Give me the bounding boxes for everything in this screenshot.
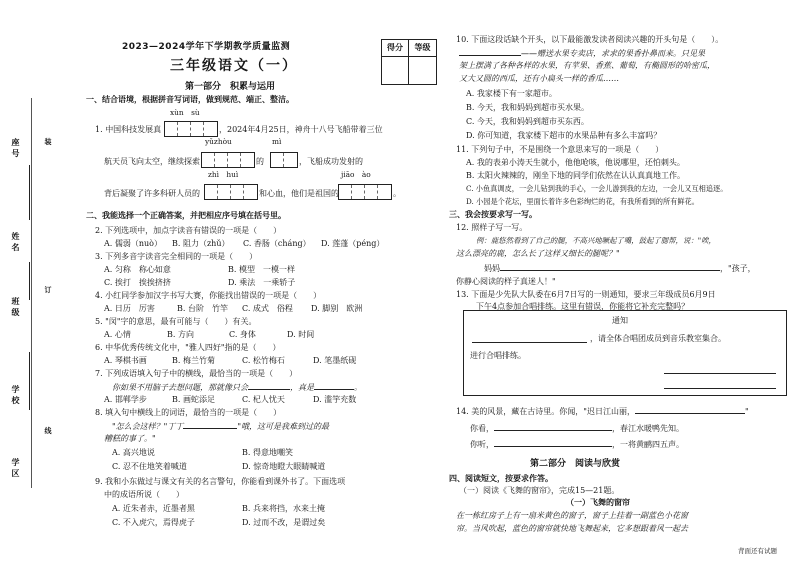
q11-option-c[interactable]: C. 小鱼真调皮，一会儿钻到我的手心，一会儿游到我的左边，一会儿又互相追逐。 <box>466 184 728 193</box>
passage-line-1: 在一栋红房子上有一扇米黄色的窗子，窗子上挂着一副蓝色小花窗 <box>456 511 688 520</box>
section4-subtitle: （一）阅读《飞舞的窗帘》，完成15—21题。 <box>459 486 620 495</box>
q8-option-c[interactable]: C. 忍不住地笑着喊道 <box>112 462 187 471</box>
q11-option-d[interactable]: D. 小园是个花坛，里面长着许多色彩绚烂的花，有我所看到的所有鲜花。 <box>466 197 699 206</box>
q3-option-d[interactable]: D. 乘法 一乘轿子 <box>228 278 296 287</box>
answer-grid-zhihui[interactable] <box>204 184 258 200</box>
q12-answer-end: 你静心阅读的样子真迷人！" <box>456 277 556 286</box>
q2-option-a[interactable]: A. 儒弱（nuò） <box>104 239 162 248</box>
q12-stem: 12. 照样子写一写。 <box>456 223 528 232</box>
section2-title: 二、我能选择一个正确答案，并把相应序号填在括号里。 <box>86 211 286 220</box>
name-underline <box>29 165 30 220</box>
q13-stem: 13. 下面是少先队大队委在6月7日写的一则通知，要求三年级成员6月9日 <box>456 290 716 299</box>
q1-text-b: ，2024年4月25日，神舟十八号飞船带着三位 <box>219 125 383 134</box>
part2-title: 第二部分 阅读与欣赏 <box>530 459 621 469</box>
q14-line3: 你听， ，一将黄鹂四五声。 <box>470 440 684 449</box>
q6-option-a[interactable]: A. 琴棋书画 <box>104 356 147 365</box>
grade-label: 等级 <box>409 40 436 57</box>
notice-blank-3[interactable] <box>664 388 776 389</box>
q10-body-line3: 又大又圆的西瓜，还有小扁头一样的香瓜…… <box>459 74 619 83</box>
q4-option-c[interactable]: C. 成式 俗程 <box>242 304 293 313</box>
q9-option-a[interactable]: A. 近朱者赤，近墨者黑 <box>112 504 195 513</box>
q5-option-a[interactable]: A. 心情 <box>104 330 131 339</box>
score-box <box>381 39 437 85</box>
q1-line3-c: 。 <box>393 189 401 198</box>
notice-box <box>463 310 787 396</box>
q8-sentence: "怎么会这样？"丁丁 "哦，这可是我难到过的最 <box>112 422 330 431</box>
q7-option-a[interactable]: A. 邯郸学步 <box>104 395 147 404</box>
answer-grid-mi[interactable] <box>270 152 298 168</box>
q5-option-b[interactable]: B. 方向 <box>167 330 194 339</box>
notice-title: 通知 <box>612 316 628 325</box>
q11-stem: 11. 下列句子中，不是围绕一个意思来写的一项是（ ） <box>456 145 664 154</box>
q12-example-b: 这么漂亮的鹿，怎么长了这样又细长的腿呢？" <box>456 249 620 258</box>
q6-option-d[interactable]: D. 笔墨纸砚 <box>313 356 357 365</box>
q1-line3-b: 和心血，他们是祖国的 <box>259 189 339 198</box>
section3-title: 三、我会按要求写一写。 <box>449 210 537 219</box>
q10-option-d[interactable]: D. 你可知道，我家楼下超市的水果品种有多么丰富吗？ <box>466 131 662 140</box>
margin-label-class: 班级 <box>11 297 20 319</box>
q14-stem: 14. 美的风景，藏在古诗里。你闻，"迟日江山丽， " <box>456 407 749 416</box>
q1-line2-a: 航天员飞向太空，继续探索 <box>104 157 200 166</box>
answer-grid-yuzhou[interactable] <box>201 152 255 168</box>
cut-mark-1: 装 <box>44 138 52 148</box>
q2-option-d[interactable]: D. 莲蓬（péng） <box>321 239 385 248</box>
q3-option-c[interactable]: C. 挨打 挨挨挤挤 <box>104 278 171 287</box>
q12-example: 例：鹿悠然看到了自己的腿，不高兴地噘起了嘴，鼓起了腮帮，说："唉， <box>476 236 716 245</box>
q6-option-b[interactable]: B. 梅兰竹菊 <box>172 356 215 365</box>
subject-title: 三年级语文（一） <box>170 58 298 74</box>
q8-option-a[interactable]: A. 高兴地说 <box>112 448 155 457</box>
pinyin-jiaoao: jiāo ào <box>341 170 371 179</box>
notice-tail: 进行合唱排练。 <box>470 351 526 360</box>
q11-option-a[interactable]: A. 我的表弟小涛天生就小，他他呛咳，他说哪里，还怕刺头。 <box>466 158 685 167</box>
q1-line2-c: ，飞船成功发射的 <box>299 157 363 166</box>
q3-option-b[interactable]: B. 模型 一模一样 <box>228 265 295 274</box>
q8-stem: 8. 填入句中横线上的词语，最恰当的一项是（ ） <box>95 408 282 417</box>
passage-title: （一）飞舞的窗帘 <box>566 498 630 507</box>
pinyin-xunsu: xùn sù <box>170 108 200 117</box>
q9-option-d[interactable]: D. 过而不改，是谓过矣 <box>242 518 326 527</box>
cut-mark-2: 订 <box>44 286 52 296</box>
pinyin-zhihui: zhì huì <box>208 170 239 179</box>
q8-sentence-end: 糟糕的事了。" <box>104 434 156 443</box>
q9-stem-b: 中的成语所说（ ） <box>104 490 184 499</box>
q2-option-b[interactable]: B. 阻力（zhǔ） <box>172 239 230 248</box>
q9-stem: 9. 我和小东做过与课文有关的名言警句，你能看到课外书了。下面选项 <box>95 477 346 486</box>
q9-option-c[interactable]: C. 不入虎穴，焉得虎子 <box>112 518 195 527</box>
q1-line2-b: 的 <box>256 157 264 166</box>
school-underline <box>29 352 30 410</box>
part1-title: 第一部分 积累与运用 <box>185 82 276 92</box>
binding-line <box>31 98 32 488</box>
q8-option-d[interactable]: D. 惊奇地瞪大眼睛喊道 <box>242 462 326 471</box>
notice-blank-1[interactable] <box>472 342 587 343</box>
q11-option-b[interactable]: B. 太阳火辣辣的，刚坐下地的同学们依然在认认真真地工作。 <box>466 171 685 180</box>
q7-stem: 7. 下列成语填入句子中的横线，最恰当的一项是（ ） <box>95 369 298 378</box>
q4-stem: 4. 小红同学参加汉字书写大赛，你能找出错误的一项是（ ） <box>95 291 322 300</box>
notice-blank-2[interactable] <box>664 373 776 374</box>
q14-line2: 你看， ，春江水暖鸭先知。 <box>470 424 684 433</box>
q1-line3-a: 背后凝聚了许多科研人员的 <box>104 189 200 198</box>
section1-title: 一、结合语境，根据拼音写词语，做到规范、端正、整洁。 <box>86 95 294 104</box>
q5-option-d[interactable]: D. 时间 <box>287 330 315 339</box>
q7-option-c[interactable]: C. 杞人忧天 <box>242 395 285 404</box>
q7-sentence: 你如果不用脑子去想问题，那就像只会 ，真是 。 <box>112 383 362 392</box>
q5-option-c[interactable]: C. 身体 <box>229 330 256 339</box>
q10-body-line1: ——赠送水果专卖店，求求的果香扑鼻而来。只见果 <box>459 47 705 59</box>
passage-line-2: 帘。当风吹起，蓝色的窗帘就快地飞舞起来，它多想跟着风一起去 <box>456 524 688 533</box>
section4-title: 四、阅读短文，按要求作答。 <box>449 474 553 483</box>
class-underline <box>29 262 30 300</box>
q6-option-c[interactable]: C. 松竹梅石 <box>242 356 285 365</box>
margin-label-district: 学区 <box>11 458 20 480</box>
q9-option-b[interactable]: B. 兵来将挡，水来土掩 <box>242 504 325 513</box>
q4-option-b[interactable]: B. 台阶 竹竿 <box>177 304 228 313</box>
q10-body-line2: 架上摆满了各种各样的水果，有苹果、香蕉、葡萄，有椭圆形的哈密瓜， <box>459 61 715 70</box>
q7-option-b[interactable]: B. 画蛇添足 <box>172 395 215 404</box>
q8-option-b[interactable]: B. 得意地嘲笑 <box>242 448 293 457</box>
q1-text-a: 1. 中国科技发展真 <box>95 125 162 134</box>
exam-title: 2023—2024学年下学期教学质量监测 <box>122 42 291 52</box>
q13-stem-b: 下午4点参加合唱排练。这里有错误，你能将它补充完整吗？ <box>476 302 690 311</box>
notice-mid: ，请全体合唱团成员到音乐教室集合。 <box>590 334 726 343</box>
q10-option-a[interactable]: A. 我家楼下有一家超市。 <box>466 89 557 98</box>
q2-option-c[interactable]: C. 香肠（cháng） <box>243 239 311 248</box>
q10-stem: 10. 下面这段话缺个开头，以下最能激发读者阅读兴趣的开头句是（ ）。 <box>456 35 724 44</box>
margin-label-name: 姓名 <box>11 232 20 254</box>
q4-option-d[interactable]: D. 脚别 欧洲 <box>311 304 363 313</box>
margin-label-school: 学校 <box>11 385 20 407</box>
q4-option-a[interactable]: A. 日历 厉害 <box>104 304 155 313</box>
q10-option-b[interactable]: B. 今天，我和妈妈到超市买水果。 <box>466 103 589 112</box>
pinyin-yuzhou: yǔzhòu <box>205 137 232 146</box>
q7-option-d[interactable]: D. 滥竽充数 <box>313 395 357 404</box>
q2-stem: 2. 下列选项中，加点字读音有错误的一项是（ ） <box>95 226 282 235</box>
q3-option-a[interactable]: A. 匀称 称心如意 <box>104 265 171 274</box>
q5-stem: 5. "闵"字的意思，最有可能与（ ）有关。 <box>95 317 257 326</box>
q6-stem: 6. 中华优秀传统文化中，"雅人四好"指的是（ ） <box>95 343 281 352</box>
q10-option-c[interactable]: C. 今天，我和妈妈到超市买东西。 <box>466 117 589 126</box>
margin-label-seat: 座号 <box>11 138 20 160</box>
cut-mark-3: 线 <box>44 427 52 437</box>
q12-answer-line: 妈妈 ，"孩子， <box>484 264 756 273</box>
pinyin-mi: mì <box>272 137 282 146</box>
q3-stem: 3. 下列多音字读音完全相同的一项是（ ） <box>95 252 258 261</box>
answer-grid-xunsu[interactable] <box>164 121 218 137</box>
score-label: 得分 <box>382 40 409 57</box>
footer-note: 背面还有试题 <box>738 547 777 555</box>
answer-grid-jiaoao[interactable] <box>338 184 392 200</box>
